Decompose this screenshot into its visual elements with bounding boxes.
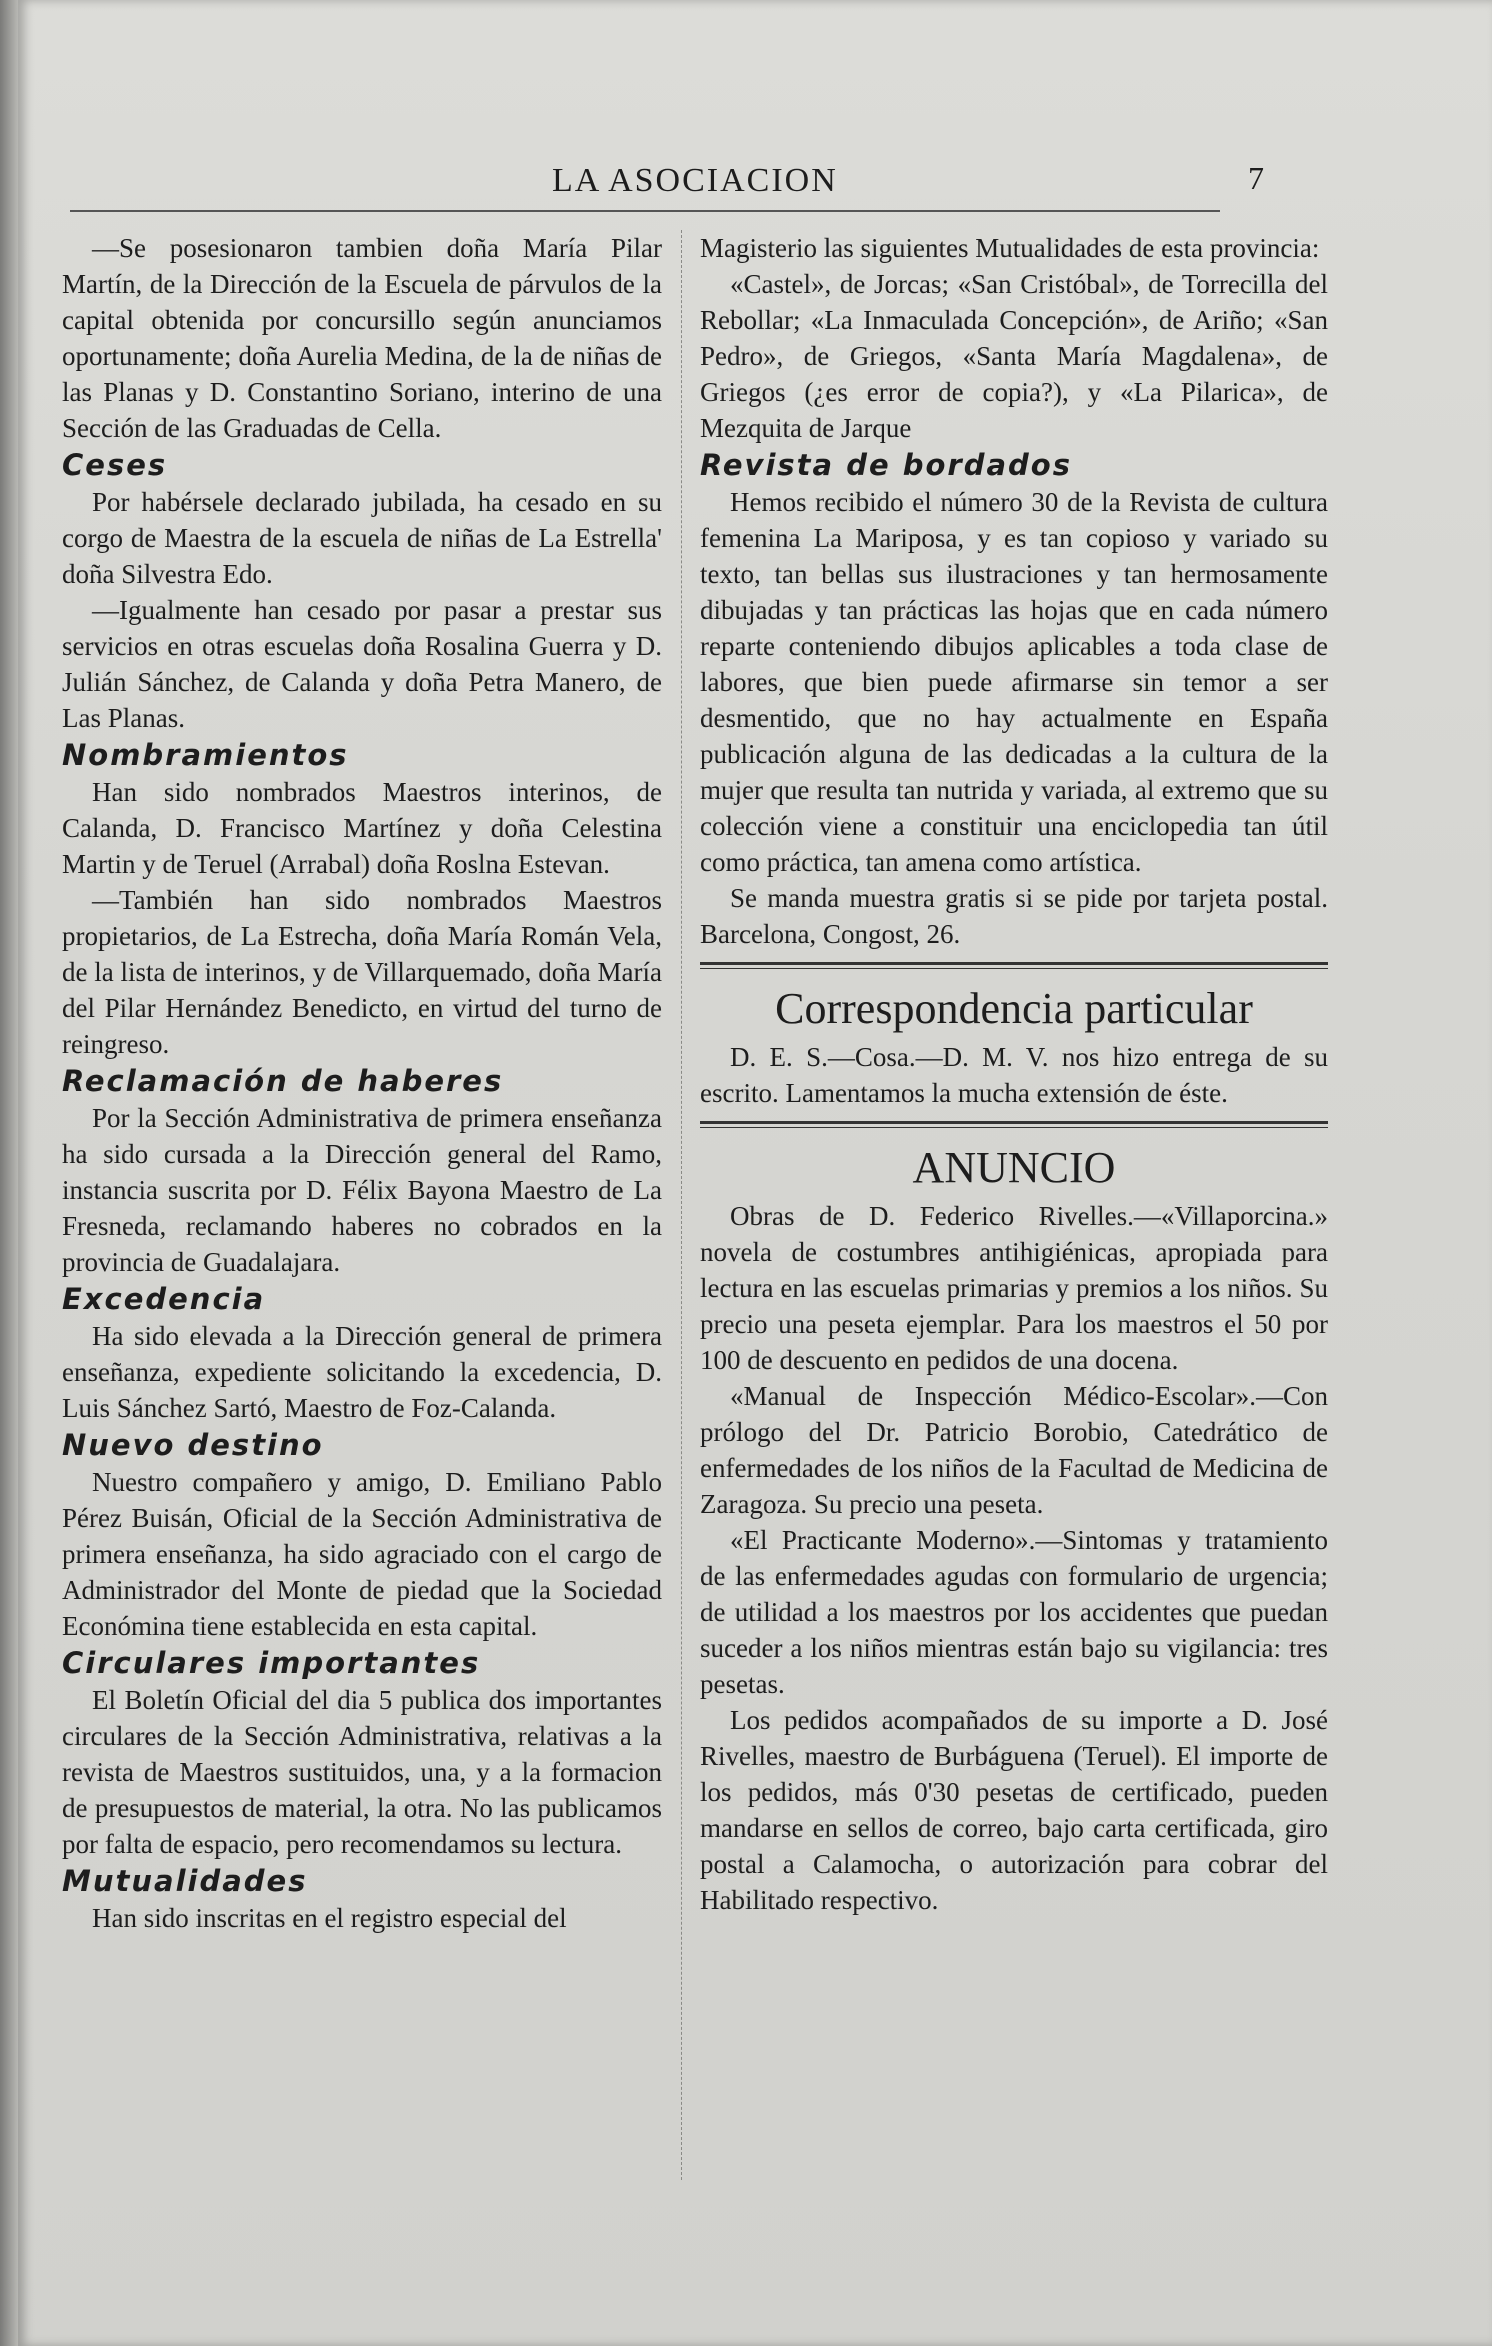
section-title: Correspondencia particular (775, 984, 1253, 1033)
paragraph: «El Practicante Moderno».—Sintomas y tratamiento de las enfermedades agudas con formulario de urgencia; de utilidad a los maestros por los accidentes que puedan suceder a los niños mientras están bajo su vigilancia: tres pesetas. (700, 1525, 1328, 1699)
paragraph: El Boletín Oficial del dia 5 publica dos importantes circulares de la Sección Administrativa, relativas a la revista de Maestros sustituidos, una, y a la formacion de presupuestos de material, la otra. No las publicamos por falta de espacio, pero recomendamos su lectura. (62, 1685, 662, 1859)
section-rule (700, 1121, 1328, 1128)
left-column (62, 230, 662, 1936)
paragraph: Nuestro compañero y amigo, D. Emiliano Pablo Pérez Buisán, Oficial de la Sección Administrativa de primera enseñanza, ha sido agraciado con el cargo de Administrador del Monte de piedad que la Sociedad Económina tiene establecida en esta capital. (62, 1467, 662, 1641)
paragraph: Obras de D. Federico Rivelles.—«Villaporcina.» novela de costumbres antihigiénicas, apropiada para lectura en las escuelas primarias y premios a los niños. Su precio una peseta ejemplar. Para los maestros el 50 por 100 de descuento en pedidos de una docena. (700, 1201, 1328, 1375)
column-divider (681, 230, 682, 2180)
paragraph: Magisterio las siguientes Mutualidades de esta provincia: (700, 233, 1320, 263)
paragraph: Se manda muestra gratis si se pide por tarjeta postal. Barcelona, Congost, 26. (700, 883, 1328, 949)
paragraph: Los pedidos acompañados de su importe a D. José Rivelles, maestro de Burbáguena (Teruel). El importe de los pedidos, más 0'30 pesetas de certificado, pueden mandarse en sellos de correo, bajo carta certificada, giro postal a Calamocha, o autorización para cobrar del Habilitado respectivo. (700, 1705, 1328, 1915)
section-heading: Ceses (62, 448, 168, 482)
section-heading: Revista de bordados (700, 448, 1072, 482)
running-title: LA ASOCIACION (552, 162, 838, 199)
header-rule (70, 210, 1220, 212)
paragraph: Hemos recibido el número 30 de la Revista de cultura femenina La Mariposa, y es tan copioso y variado su texto, tan bellas sus ilustraciones y tan hermosamente dibujadas y tan prácticas las hojas que en cada número reparte conteniendo dibujos aplicables a toda clase de labores, que bien puede afirmarse sin temor a ser desmentido, que no hay actualmente en España publicación alguna de las dedicadas a la cultura de la mujer que resulta tan nutrida y variada, al extremo que su colección viene a constituir una enciclopedia tan útil como práctica, tan amena como artística. (700, 487, 1328, 877)
section-heading: Mutualidades (62, 1864, 308, 1898)
paragraph: —También han sido nombrados Maestros propietarios, de La Estrecha, doña María Román Vela, de la lista de interinos, y de Villarquemado, doña María del Pilar Hernández Benedicto, en virtud del turno de reingreso. (62, 885, 662, 1059)
paragraph: Han sido inscritas en el registro especial del (92, 1903, 567, 1933)
section-heading: Excedencia (62, 1282, 266, 1316)
paragraph: Por la Sección Administrativa de primera enseñanza ha sido cursada a la Dirección general del Ramo, instancia suscrita por D. Félix Bayona Maestro de La Fresneda, reclamando haberes no cobrados en la provincia de Guadalajara. (62, 1103, 662, 1277)
section-rule (700, 962, 1328, 969)
paragraph: —Igualmente han cesado por pasar a prestar sus servicios en otras escuelas doña Rosalina Guerra y D. Julián Sánchez, de Calanda y doña Petra Manero, de Las Planas. (62, 595, 662, 733)
paragraph: Ha sido elevada a la Dirección general de primera enseñanza, expediente solicitando la excedencia, D. Luis Sánchez Sartó, Maestro de Foz-Calanda. (62, 1321, 662, 1423)
section-heading: Reclamación de haberes (62, 1064, 504, 1098)
paragraph: «Manual de Inspección Médico-Escolar».—Con prólogo del Dr. Patricio Borobio, Catedrático de enfermedades de los niños de la Facultad de Medicina de Zaragoza. Su precio una peseta. (700, 1381, 1328, 1519)
right-column (700, 230, 1328, 1918)
book-spine (0, 0, 18, 2346)
paragraph: «Castel», de Jorcas; «San Cristóbal», de Torrecilla del Rebollar; «La Inmaculada Concepción», de Ariño; «San Pedro», de Griegos, «Santa María Magdalena», de Griegos (¿es error de copia?), y «La Pilarica», de Mezquita de Jarque (700, 269, 1328, 443)
page-number: 7 (1248, 160, 1264, 196)
paragraph: D. E. S.—Cosa.—D. M. V. nos hizo entrega de su escrito. Lamentamos la mucha extensión de éste. (700, 1042, 1328, 1108)
page-header (0, 158, 1492, 208)
paragraph: —Se posesionaron tambien doña María Pilar Martín, de la Dirección de la Escuela de párvulos de la capital obtenida por concursillo según anunciamos oportunamente; doña Aurelia Medina, de la de niñas de las Planas y D. Constantino Soriano, interino de una Sección de las Graduadas de Cella. (62, 233, 662, 443)
paragraph: Por habérsele declarado jubilada, ha cesado en su corgo de Maestra de la escuela de niñas de La Estrella' doña Silvestra Edo. (62, 487, 662, 589)
section-heading: Nuevo destino (62, 1428, 324, 1462)
section-title: ANUNCIO (912, 1143, 1116, 1192)
section-heading: Circulares importantes (62, 1646, 481, 1680)
section-heading: Nombramientos (62, 738, 349, 772)
paragraph: Han sido nombrados Maestros interinos, de Calanda, D. Francisco Martínez y doña Celestina Martin y de Teruel (Arrabal) doña Roslna Estevan. (62, 777, 662, 879)
